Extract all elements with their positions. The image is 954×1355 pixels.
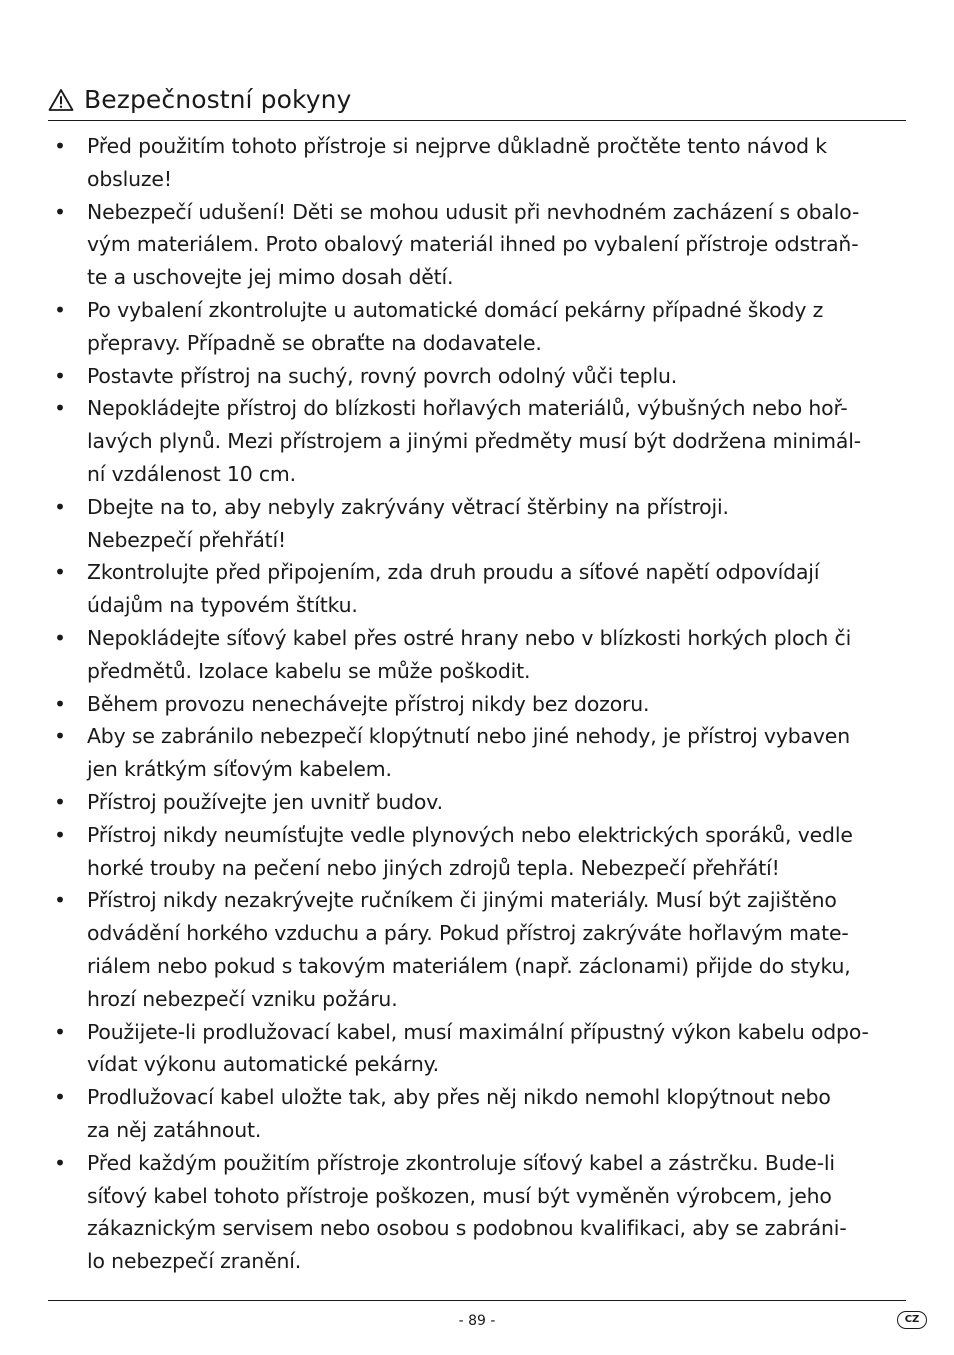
bullet-text-line: vídat výkonu automatické pekárny. — [87, 1052, 439, 1077]
list-item — [48, 819, 908, 885]
bullet-text-line: Aby se zabránilo nebezpečí klopýtnutí nebo jiné nehody, je přístroj vybaven — [87, 724, 850, 749]
list-item — [48, 720, 908, 786]
bullet-marker: • — [54, 888, 66, 913]
bullet-text-line: riálem nebo pokud s takovým materiálem (např. záclonami) přijde do styku, — [87, 953, 851, 978]
bullet-marker: • — [54, 822, 66, 847]
bullet-text-line: přepravy. Případně se obraťte na dodavatele. — [87, 330, 542, 355]
bullet-text-line: Přístroj nikdy nezakrývejte ručníkem či jinými materiály. Musí být zajištěno — [87, 888, 837, 913]
bullet-text-line: hrozí nebezpečí vzniku požáru. — [87, 986, 398, 1011]
bullet-text-line: Zkontrolujte před připojením, zda druh proudu a síťové napětí odpovídají — [87, 560, 820, 585]
bullet-marker: • — [54, 1019, 66, 1044]
list-item — [48, 491, 908, 557]
section-heading — [48, 82, 906, 121]
bullet-marker: • — [54, 494, 66, 519]
bullet-text-line: Před každým použitím přístroje zkontroluje síťový kabel a zástrčku. Bude-li — [87, 1150, 835, 1175]
bullet-text-line: síťový kabel tohoto přístroje poškozen, musí být vyměněn výrobcem, jeho — [87, 1183, 832, 1208]
list-item — [48, 884, 908, 1015]
bullet-marker: • — [54, 724, 66, 749]
bullet-text-line: údajům na typovém štítku. — [87, 593, 358, 618]
list-item — [48, 1016, 908, 1082]
bullet-text-line: předmětů. Izolace kabelu se může poškodit. — [87, 658, 531, 683]
list-item — [48, 360, 908, 393]
bullet-text-line: Přístroj používejte jen uvnitř budov. — [87, 789, 443, 814]
bullet-text-line: obsluze! — [87, 166, 172, 191]
bullet-text-line: vým materiálem. Proto obalový materiál ihned po vybalení přístroje odstraň- — [87, 232, 859, 257]
bullet-marker: • — [54, 363, 66, 388]
bullet-marker: • — [54, 560, 66, 585]
bullet-text-line: jen krátkým síťovým kabelem. — [87, 757, 392, 782]
bullet-text-line: za něj zatáhnout. — [87, 1117, 262, 1142]
list-item — [48, 556, 908, 622]
bullet-marker: • — [54, 134, 66, 158]
bullet-text-line: Nebezpečí udušení! Děti se mohou udusit při nevhodném zacházení s obalo- — [87, 199, 860, 224]
footer-divider — [48, 1300, 906, 1301]
list-item — [48, 294, 908, 360]
bullet-text-line: Během provozu nenechávejte přístroj nikdy bez dozoru. — [87, 691, 650, 716]
page-number: - 89 - — [458, 1313, 496, 1329]
bullet-text-line: horké trouby na pečení nebo jiných zdrojů tepla. Nebezpečí přehřátí! — [87, 855, 780, 880]
bullet-text-line: Přístroj nikdy neumísťujte vedle plynových nebo elektrických sporáků, vedle — [87, 822, 853, 847]
safety-instructions-list — [48, 130, 908, 1278]
bullet-text-line: odvádění horkého vzduchu a páry. Pokud přístroj zakrýváte hořlavým mate- — [87, 921, 849, 946]
bullet-text-line: zákaznickým servisem nebo osobou s podobnou kvalifikaci, aby se zabráni- — [87, 1216, 847, 1241]
list-item — [48, 1081, 908, 1147]
list-item — [48, 130, 908, 196]
bullet-text-line: lo nebezpečí zranění. — [87, 1249, 302, 1274]
bullet-text-line: Použijete-li prodlužovací kabel, musí maximální přípustný výkon kabelu odpo- — [87, 1019, 869, 1044]
bullet-marker: • — [54, 789, 66, 814]
language-badge: CZ — [897, 1311, 927, 1329]
bullet-marker: • — [54, 297, 66, 322]
bullet-text-line: Nepokládejte přístroj do blízkosti hořlavých materiálů, výbušných nebo hoř- — [87, 396, 848, 421]
warning-triangle-icon — [48, 88, 74, 112]
list-item — [48, 688, 908, 721]
bullet-text-line: lavých plynů. Mezi přístrojem a jinými předměty musí být dodržena minimál- — [87, 429, 861, 454]
bullet-marker: • — [54, 199, 66, 224]
bullet-text-line: Postavte přístroj na suchý, rovný povrch odolný vůči teplu. — [87, 363, 678, 388]
bullet-text-line: ní vzdálenost 10 cm. — [87, 461, 296, 486]
bullet-marker: • — [54, 691, 66, 716]
section-title: Bezpečnostní pokyny — [84, 85, 352, 114]
bullet-marker: • — [54, 1150, 66, 1175]
bullet-marker: • — [54, 1085, 66, 1110]
bullet-text-line: Nebezpečí přehřátí! — [87, 527, 287, 552]
list-item — [48, 196, 908, 294]
list-item — [48, 622, 908, 688]
bullet-text-line: Před použitím tohoto přístroje si nejprve důkladně pročtěte tento návod k — [87, 134, 827, 158]
bullet-marker: • — [54, 625, 66, 650]
list-item — [48, 786, 908, 819]
bullet-text-line: Prodlužovací kabel uložte tak, aby přes něj nikdo nemohl klopýtnout nebo — [87, 1085, 831, 1110]
bullet-text-line: Po vybalení zkontrolujte u automatické domácí pekárny případné škody z — [87, 297, 824, 322]
bullet-text-line: Nepokládejte síťový kabel přes ostré hrany nebo v blízkosti horkých ploch či — [87, 625, 852, 650]
list-item — [48, 1147, 908, 1278]
bullet-text-line: te a uschovejte jej mimo dosah dětí. — [87, 265, 454, 290]
bullet-text-line: Dbejte na to, aby nebyly zakrývány větrací štěrbiny na přístroji. — [87, 494, 729, 519]
list-item — [48, 392, 908, 490]
bullet-marker: • — [54, 396, 66, 421]
